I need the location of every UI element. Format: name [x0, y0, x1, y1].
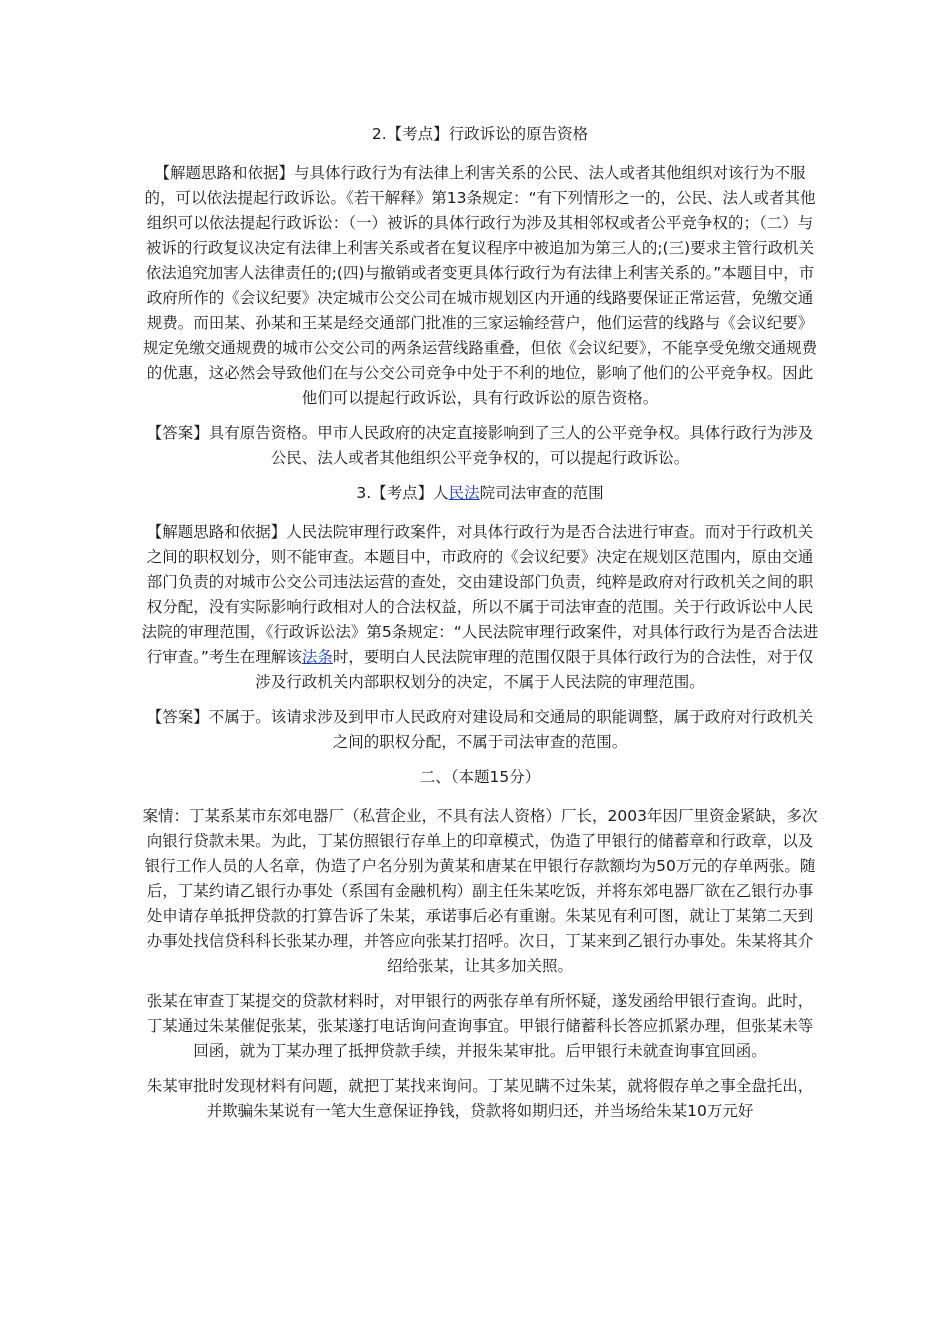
section-two-heading: 二、（本题15分）	[419, 768, 541, 786]
q3-heading	[140, 481, 820, 506]
statute-link[interactable]: 法条	[301, 648, 333, 666]
q3-answer-paragraph: 【答案】不属于。该请求涉及到甲市人民政府对建设局和交通局的职能调整，属于政府对行政机关之间的职权分配，不属于司法审查的范围。	[146, 708, 814, 751]
q2-analysis-paragraph: 【解题思路和依据】与具体行政行为有法律上利害关系的公民、法人或者其他组织对该行为不服的，可以依法提起行政诉讼。《若干解释》第13条规定：“有下列情形之一的，公民、法人或者其他组织可以依法提起行政诉讼：（一）被诉的具体行政行为涉及其相邻权或者公平竞争权的；（二）与被诉的行政复议决定有法律上利害关系或者在复议程序中被追加为第三人的;(三)要求主管行政机关依法追究加害人法律责任的;(四)与撤销或者变更具体行政行为有法律上利害关系的。”本题目中，市政府所作的《会议纪要》决定城市公交公司在城市规划区内开通的线路要保证正常运营，免缴交通规费。而田某、孙某和王某是经交通部门批准的三家运输经营户，他们运营的线路与《会议纪要》规定免缴交通规费的城市公交公司的两条运营线路重叠，但依《会议纪要》，不能享受免缴交通规费的优惠，这必然会导致他们在与公交公司竞争中处于不利的地位，影响了他们的公平竞争权。因此他们可以提起行政诉讼，具有行政诉讼的原告资格。	[142, 164, 818, 407]
q2-answer-paragraph: 【答案】具有原告资格。甲市人民政府的决定直接影响到了三人的公平竞争权。具体行政行为涉及公民、法人或者其他组织公平竞争权的，可以提起行政诉讼。	[146, 424, 814, 467]
case-facts-paragraph-2: 张某在审查丁某提交的贷款材料时，对甲银行的两张存单有所怀疑，遂发函给甲银行查询。此时，丁某通过朱某催促张某，张某遂打电话询问查询事宜。甲银行储蓄科长答应抓紧办理，但张某未等回函，就为丁某办理了抵押贷款手续，并报朱某审批。后甲银行未就查询事宜回函。	[146, 992, 814, 1060]
q3-analysis-paragraph	[140, 520, 820, 695]
q3-analysis-text-start: 【解题思路和依据】人民法院审理行政案件，对具体行政行为是否合法进行审查。而对于行政机关之间的职权划分，则不能审查。本题目中，市政府的《会议纪要》决定在规划区范围内，原由交通部门负责的对城市公交公司违法运营的查处，交由建设部门负责，纯粹是政府对行政机关之间的职权分配，没有实际影响行政相对人的合法权益，所以不属于司法审查的范围。关于行政诉讼中人民法院的审理范围，《行政诉讼法》第5条规定：“人民法院审理行政案件，对具体行政行为是否合法进行审查。”考生在理解该	[141, 523, 819, 666]
q2-heading: 2.【考点】行政诉讼的原告资格	[371, 125, 589, 143]
case-facts-paragraph-3: 朱某审批时发现材料有问题，就把丁某找来询问。丁某见瞒不过朱某，就将假存单之事全盘托出，并欺骗朱某说有一笔大生意保证挣钱，贷款将如期归还，并当场给朱某10万元好	[146, 1077, 814, 1120]
case-facts-paragraph-1: 案情：丁某系某市东郊电器厂（私营企业，不具有法人资格）厂长，2003年因厂里资金紧缺，多次向银行贷款未果。为此，丁某仿照银行存单上的印章模式，伪造了甲银行的储蓄章和行政章，以及银行工作人员的人名章，伪造了户名分别为黄某和唐某在甲银行存款额均为50万元的存单两张。随后，丁某约请乙银行办事处（系国有金融机构）副主任朱某吃饭，并将东郊电器厂欲在乙银行办事处申请存单抵押贷款的打算告诉了朱某，承诺事后必有重谢。朱某见有利可图，就让丁某第二天到办事处找信贷科科长张某办理，并答应向张某打招呼。次日，丁某来到乙银行办事处。朱某将其介绍给张某，让其多加关照。	[142, 807, 818, 975]
q3-heading-text-end: 院司法审查的范围	[479, 484, 604, 502]
q3-heading-text-start: 3.【考点】人	[356, 484, 449, 502]
civil-law-link[interactable]: 民法	[448, 484, 480, 502]
document-page	[140, 122, 820, 1124]
q3-analysis-text-end: 时，要明白人民法院审理的范围仅限于具体行政行为的合法性，对于仅涉及行政机关内部职权划分的决定，不属于人民法院的审理范围。	[255, 648, 814, 691]
